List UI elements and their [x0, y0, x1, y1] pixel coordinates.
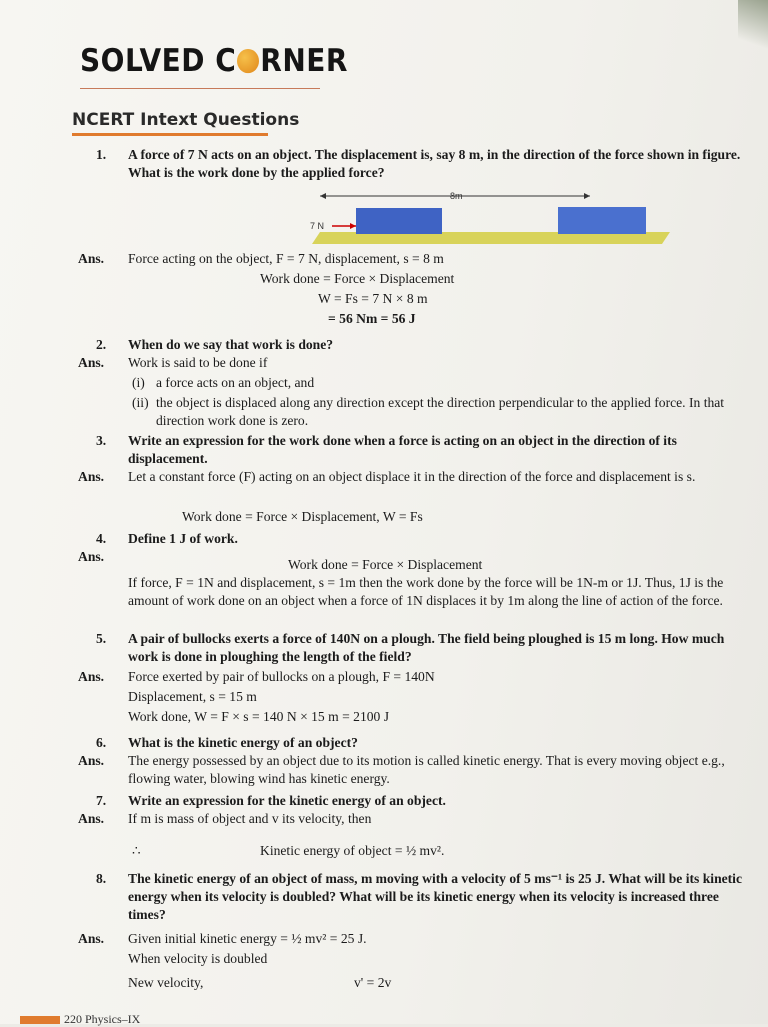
- question-number: 5.: [96, 631, 107, 646]
- answer-equation: Work done = Force × Displacement: [288, 557, 483, 572]
- answer-text: The energy possessed by an object due to its motion is called kinetic energy. That is every moving object e.g., flowing water, blowing wind has kinetic energy.: [128, 753, 725, 786]
- answer-label: Ans.: [78, 251, 105, 266]
- question-text: The kinetic energy of an object of mass, m moving with a velocity of 5 ms⁻¹ is 25 J. What will be its kinetic energy when its velocity is doubled? What will be its kinetic energy when its velocity is increased three times?: [128, 871, 742, 922]
- answer-equation: Work done = Force × Displacement, W = Fs: [182, 509, 423, 524]
- list-item: a force acts on an object, and: [156, 375, 315, 390]
- answer-equation: v' = 2v: [354, 975, 392, 990]
- section-underline: [72, 133, 268, 136]
- page-header: [80, 42, 348, 78]
- answer-text: Displacement, s = 15 m: [128, 689, 257, 704]
- question-number: 6.: [96, 735, 107, 750]
- answer-label: Ans.: [78, 549, 105, 564]
- header-text-right: RNER: [260, 42, 348, 79]
- list-marker: (i): [132, 375, 145, 390]
- answer-equation: Kinetic energy of object = ½ mv².: [260, 843, 445, 858]
- question-text: Write an expression for the kinetic energy of an object.: [128, 793, 446, 808]
- question-number: 8.: [96, 871, 107, 886]
- block-final: [558, 207, 646, 234]
- list-item: the object is displaced along any direction except the direction perpendicular to the applied force. In that direction work done is zero.: [156, 395, 725, 428]
- question-number: 2.: [96, 337, 107, 352]
- block-initial: [356, 208, 442, 234]
- answer-text: Force exerted by pair of bullocks on a plough, F = 140N: [128, 669, 435, 684]
- corner-logo-icon: [237, 49, 259, 73]
- answer-result: Work done, W = F × s = 140 N × 15 m = 2100 J: [128, 709, 390, 724]
- question-number: 7.: [96, 793, 107, 808]
- answer-equation: Work done = Force × Displacement: [260, 271, 455, 286]
- list-marker: (ii): [132, 395, 149, 410]
- page-number: 220: [64, 1012, 82, 1026]
- answer-result: = 56 Nm = 56 J: [328, 311, 416, 326]
- answer-text: If force, F = 1N and displacement, s = 1m then the work done by the force will be 1N-m or 1J. Thus, 1J is the amount of work done on an object when a force of 1N displaces it by 1m along the line of action of the force.: [128, 575, 724, 608]
- question-text: A pair of bullocks exerts a force of 140N on a plough. The field being ploughed is 15 m long. How much work is done in ploughing the length of the field?: [128, 631, 725, 664]
- answer-label: Ans.: [78, 469, 105, 484]
- question-number: 3.: [96, 433, 107, 448]
- answer-label: Ans.: [78, 931, 105, 946]
- page-corner-shadow: [738, 0, 768, 60]
- question-text: What is the kinetic energy of an object?: [128, 735, 358, 750]
- answer-label: Ans.: [78, 669, 105, 684]
- answer-label: Ans.: [78, 355, 105, 370]
- displacement-label: 8m: [450, 191, 463, 201]
- question-text: A force of 7 N acts on an object. The displacement is, say 8 m, in the direction of the force shown in figure. What is the work done by the applied force?: [128, 147, 741, 180]
- question-text: Define 1 J of work.: [128, 531, 238, 546]
- footer-subject: Physics–IX: [85, 1012, 141, 1026]
- section-title: NCERT Intext Questions: [72, 110, 300, 130]
- question-number: 1.: [96, 147, 107, 162]
- answer-label: Ans.: [78, 811, 105, 826]
- answer-label: Ans.: [78, 753, 105, 768]
- page-footer: [64, 1012, 140, 1027]
- answer-text: Work is said to be done if: [128, 355, 268, 370]
- answer-equation: W = Fs = 7 N × 8 m: [318, 291, 428, 306]
- block-diagram: [290, 190, 680, 250]
- therefore-symbol: ∴: [132, 843, 141, 858]
- answer-text: Force acting on the object, F = 7 N, displacement, s = 8 m: [128, 251, 444, 266]
- answer-text: Given initial kinetic energy = ½ mv² = 25 J.: [128, 931, 367, 946]
- footer-accent-bar: [20, 1016, 60, 1024]
- answer-text: New velocity,: [128, 975, 204, 990]
- question-number: 4.: [96, 531, 107, 546]
- question-text: When do we say that work is done?: [128, 337, 334, 352]
- answer-text: If m is mass of object and v its velocity, then: [128, 811, 372, 826]
- force-label: 7 N: [310, 221, 325, 231]
- question-text: Write an expression for the work done when a force is acting on an object in the direction of its displacement.: [128, 433, 677, 466]
- answer-text: Let a constant force (F) acting on an object displace it in the direction of the force and displacement is s.: [128, 469, 696, 484]
- header-rule: [80, 88, 320, 89]
- header-text-left: SOLVED C: [80, 42, 237, 79]
- answer-text: When velocity is doubled: [128, 951, 268, 966]
